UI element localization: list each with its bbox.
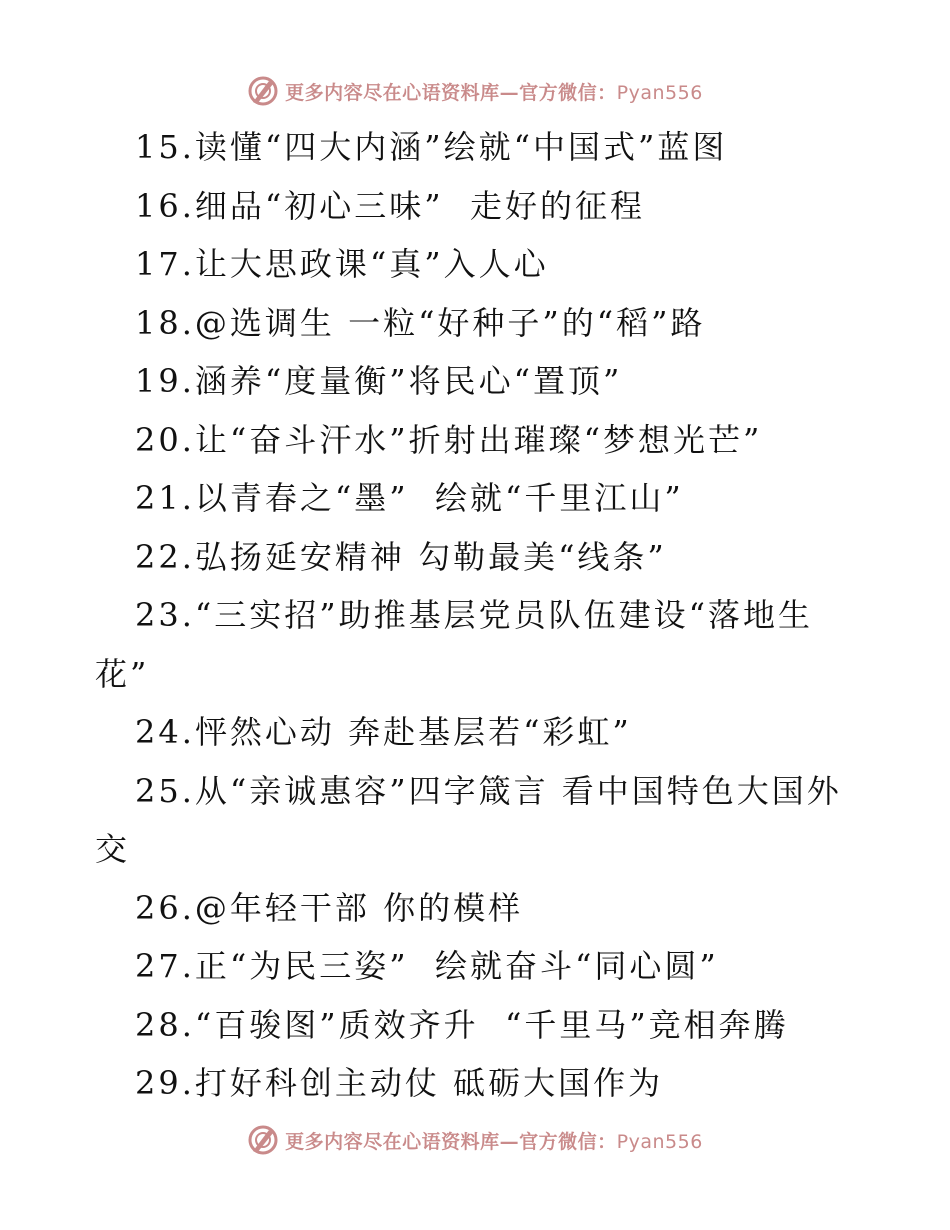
list-item: 21.以青春之“墨” 绘就“千里江山” xyxy=(135,479,684,517)
list-item: 28.“百骏图”质效齐升 “千里马”竞相奔腾 xyxy=(135,1005,789,1044)
watermark-text: 更多内容尽在心语资料库—官方微信：Pyan556 xyxy=(285,1130,703,1153)
list-item-continuation: 花” xyxy=(95,654,150,693)
list-item: 27.正“为民三姿” 绘就奋斗“同心圆” xyxy=(135,947,719,985)
watermark-footer xyxy=(0,1120,950,1160)
pen-logo-icon xyxy=(247,75,279,107)
list-item: 15.读懂“四大内涵”绘就“中国式”蓝图 xyxy=(135,128,728,166)
list-item: 26.@年轻干部 你的模样 xyxy=(135,888,524,927)
list-item: 20.让“奋斗汗水”折射出璀璨“梦想光芒” xyxy=(135,420,763,459)
list-item: 16.细品“初心三味” 走好的征程 xyxy=(135,186,645,225)
watermark-header xyxy=(0,71,950,111)
list-item: 24.怦然心动 奔赴基层若“彩虹” xyxy=(135,713,632,751)
list-item: 22.弘扬延安精神 勾勒最美“线条” xyxy=(135,537,667,576)
list-item-continuation: 交 xyxy=(95,830,131,868)
pen-logo-icon xyxy=(247,1124,279,1156)
list-item: 17.让大思政课“真”入人心 xyxy=(135,245,549,283)
watermark-text: 更多内容尽在心语资料库—官方微信：Pyan556 xyxy=(285,81,703,104)
list-item: 23.“三实招”助推基层党员队伍建设“落地生 xyxy=(135,596,813,634)
list-item: 19.涵养“度量衡”将民心“置顶” xyxy=(135,362,623,400)
list-item: 25.从“亲诚惠容”四字箴言 看中国特色大国外 xyxy=(135,771,842,810)
list-item: 18.@选调生 一粒“好种子”的“稻”路 xyxy=(135,303,706,342)
list-item: 29.打好科创主动仗 砥砺大国作为 xyxy=(135,1064,664,1102)
document-body xyxy=(95,118,855,1113)
